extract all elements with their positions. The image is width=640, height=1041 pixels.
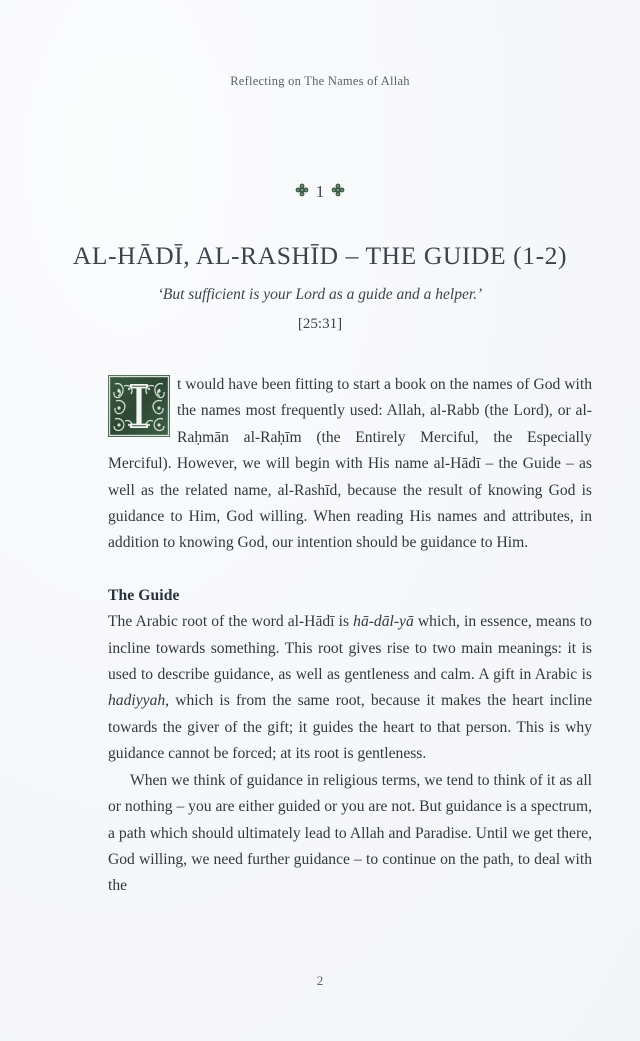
paragraph-two-part-c: , which is from the same root, because it makes the heart incline towards the giver of the gift; it guides the heart to that person. This is why guidance cannot be forced; at its root is gentleness. — [108, 692, 592, 763]
paragraph-two-part-b: which, in essence, means to incline towards something. This root gives rise to two main meanings: it is used to describe guidance, as well as gentleness and calm. A gift in Arabic is — [108, 613, 592, 684]
illuminated-dropcap-i — [108, 375, 170, 437]
arabic-root-term: hā-dāl-yā — [353, 613, 414, 631]
paragraph-two-part-a: The Arabic root of the word al-Hādī is — [108, 613, 354, 631]
section-subheading: The Guide — [108, 586, 180, 604]
chapter-number: 1 — [315, 181, 325, 201]
chapter-ornament — [0, 179, 640, 201]
paragraph-one: t would have been fitting to start a book on the names of God with the names most frequently used: Allah, al-Rabb (the Lord), or al-Raḥmān al-Raḥīm (the Entirely Merciful, the Especially Merciful). However, we will begin with His name al-Hādī – the Guide – as well as the related name, al-Rashīd, because the result of knowing God is guidance to Him, God willing. When reading His names and attributes, in addition to knowing God, our intention should be guidance to Him. — [108, 376, 592, 552]
page-number: 2 — [316, 973, 324, 988]
epigraph-quote: ‘But sufficient is your Lord as a guide and a helper.’ — [157, 286, 483, 303]
paragraph-two — [108, 609, 592, 767]
epigraph-reference: [25:31] — [297, 316, 343, 332]
chapter-title: AL-HĀDĪ, AL-RASHĪD – THE GUIDE (1-2) — [72, 241, 568, 271]
body-text-block — [108, 372, 592, 900]
floral-quatrefoil-icon-right — [331, 183, 345, 197]
floral-quatrefoil-icon-left — [295, 183, 309, 197]
arabic-gift-term: hadiyyah — [108, 692, 166, 710]
running-header: Reflecting on The Names of Allah — [230, 74, 410, 88]
paragraph-three: When we think of guidance in religious terms, we tend to think of it as all or nothing – you are either guided or you are not. But guidance is a spectrum, a path which should ultimately lead to Allah and Paradise. Until we get there, God willing, we need further guidance – to continue on the path, to deal with the — [108, 771, 592, 895]
